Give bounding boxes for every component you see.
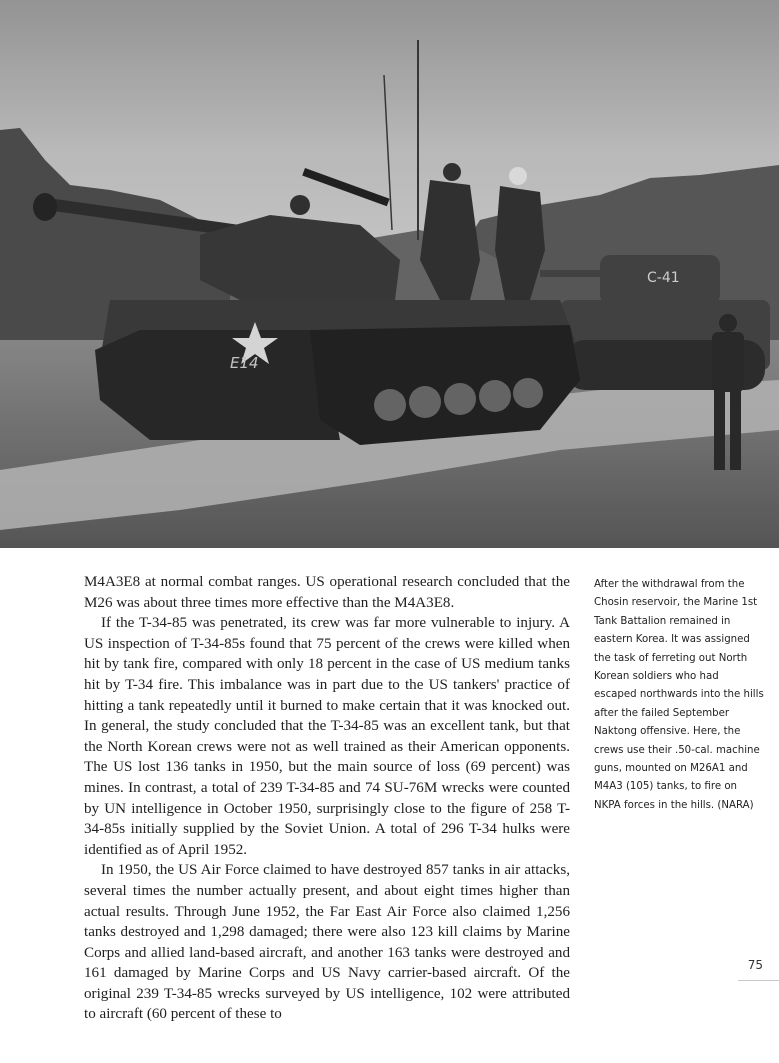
body-paragraph-2: If the T-34-85 was penetrated, its crew was far more vulnerable to injury. A US inspection of T-34-85s found that 75 percent of the crews were killed when hit by tank fire, compared with only 18 percent in the case of US medium tanks hit by T-34 fire. This imbalance was in part due to the US tankers' practice of hitting a tank repeatedly until it burned to make certain that it was knocked out. In general, the study concluded that the T-34-85 was an excellent tank, but that the North Korean crews were not as well trained as their American opponents. The US lost 136 tanks in 1950, but the main source of loss (69 percent) was mines. In contrast, a total of 239 T-34-85 and 74 SU-76M wrecks were counted by UN intelligence in October 1950, surprisingly close to the figure of 258 T-34-85s initially supplied by the Soviet Union. A total of 296 T-34 hulks were identified as of April 1952.	[84, 615, 570, 858]
page-number-rule	[738, 980, 779, 981]
body-paragraph-1: M4A3E8 at normal combat ranges. US operational research concluded that the M26 was about three times more effective than the M4A3E8.	[84, 574, 570, 611]
page-number: 75	[747, 958, 763, 972]
body-text	[84, 572, 570, 1025]
photo-caption: After the withdrawal from the Chosin reservoir, the Marine 1st Tank Battalion remained in eastern Korea. It was assigned the task of ferreting out North Korean soldiers who had escaped northwards into the hills after the failed September Naktong offensive. Here, the crews use their .50-cal. machine guns, mounted on M26A1 and M4A3 (105) tanks, to fire on NKPA forces in the hills. (NARA)	[594, 579, 764, 811]
rear-tank-marking: C-41	[647, 270, 680, 286]
tank-turret-marking: E14	[230, 354, 259, 372]
body-paragraph-3: In 1950, the US Air Force claimed to have destroyed 857 tanks in air attacks, several times the number actually present, and about eight times higher than actual results. Through June 1952, the Far East Air Force also claimed 1,256 tanks destroyed and 1,298 damaged; there were also 123 kill claims by Marine Corps and allied land-based aircraft, and another 163 tanks were destroyed and 161 damaged by Marine Corps and US Navy carrier-based aircraft. Of the original 239 T-34-85 wrecks surveyed by US intelligence, 102 were attributed to aircraft (60 percent of these to	[84, 862, 570, 1023]
